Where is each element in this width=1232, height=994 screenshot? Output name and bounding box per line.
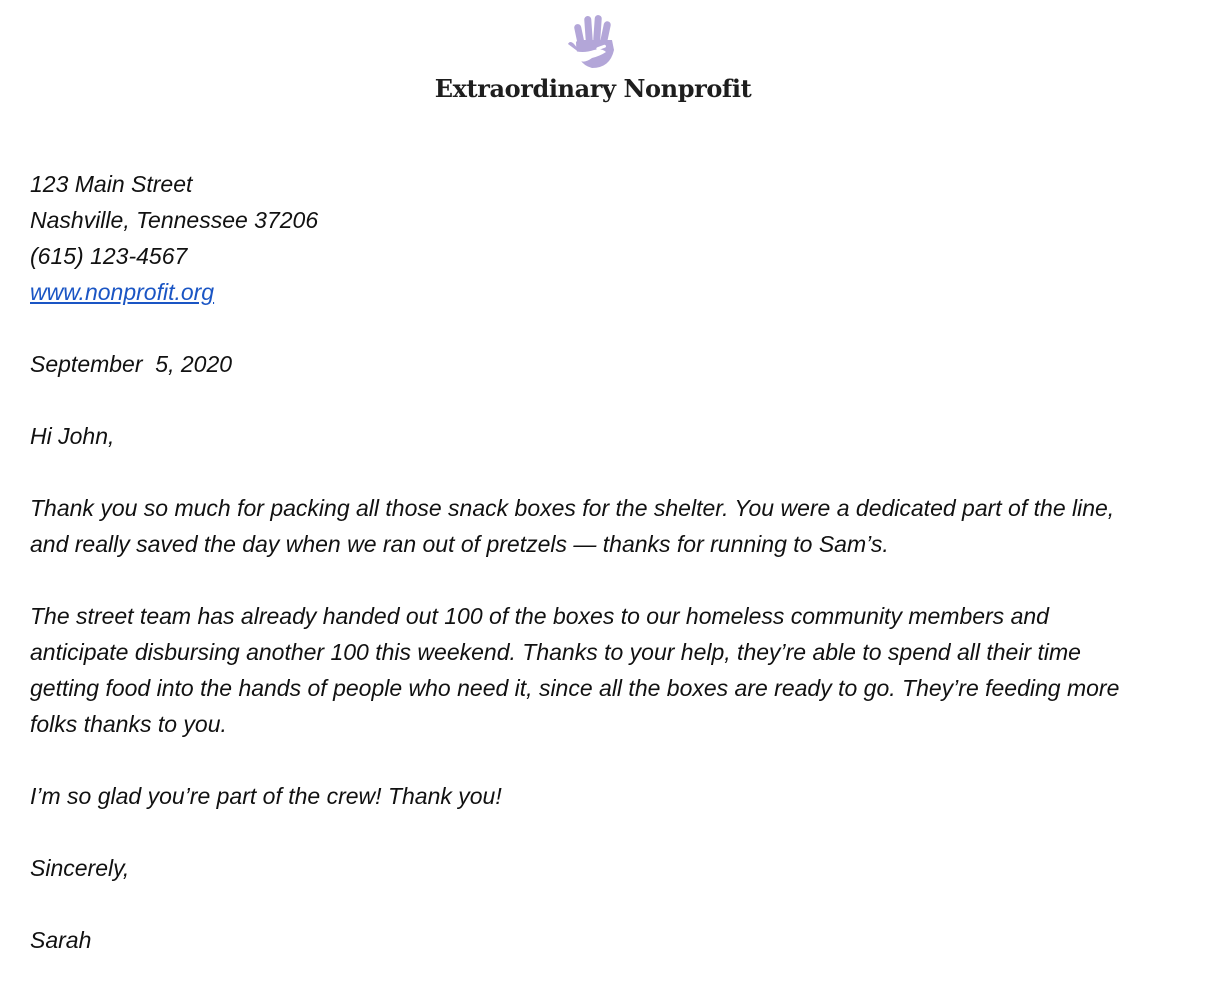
date-text: September 5, 2020 <box>30 351 233 377</box>
address-phone: (615) 123-4567 <box>30 243 188 269</box>
closing <box>30 850 1210 886</box>
paragraph-line: folks thanks to you. <box>30 711 227 737</box>
greeting <box>30 418 1210 454</box>
paragraph-line: and really saved the day when we ran out of pretzels — thanks for running to Sam’s. <box>30 531 889 557</box>
closing-text: Sincerely, <box>30 855 130 881</box>
address-street: 123 Main Street <box>30 171 193 197</box>
body-paragraph-2 <box>30 598 1210 742</box>
letter-date <box>30 346 1210 382</box>
website-link[interactable]: www.nonprofit.org <box>30 279 215 305</box>
organization-name: Extraordinary Nonprofit <box>434 74 752 103</box>
address-city-state-zip: Nashville, Tennessee 37206 <box>30 207 319 233</box>
paragraph-line: I’m so glad you’re part of the crew! Thank you! <box>30 783 502 809</box>
body-paragraph-3 <box>30 778 1210 814</box>
paragraph-line: The street team has already handed out 100 of the boxes to our homeless community members and <box>30 603 1049 629</box>
paragraph-line: anticipate disbursing another 100 this weekend. Thanks to your help, they’re able to spend all their time <box>30 639 1081 665</box>
body-paragraph-1 <box>30 490 1210 562</box>
letter-body <box>30 166 1210 994</box>
greeting-text: Hi John, <box>30 423 115 449</box>
return-address <box>30 166 1210 310</box>
signature <box>30 922 1210 958</box>
paragraph-line: Thank you so much for packing all those snack boxes for the shelter. You were a dedicated part of the line, <box>30 495 1115 521</box>
paragraph-line: getting food into the hands of people who need it, since all the boxes are ready to go. They’re feeding more <box>30 675 1120 701</box>
hand-holding-hand-icon <box>566 10 620 72</box>
signature-text: Sarah <box>30 927 92 953</box>
